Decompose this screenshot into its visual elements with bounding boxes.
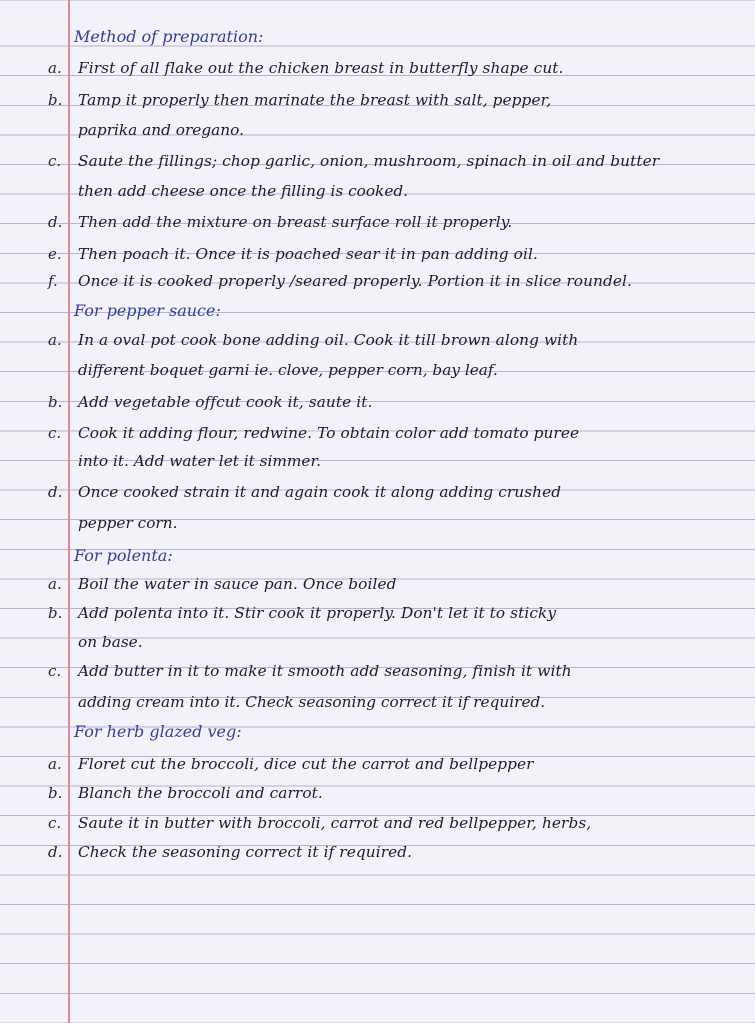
section-heading: For pepper sauce: — [74, 301, 221, 320]
step-label: d. — [48, 483, 63, 501]
step-label: b. — [48, 604, 63, 622]
step-label: b. — [48, 393, 63, 411]
step-text: Add butter in it to make it smooth add seasoning, finish it with — [78, 662, 572, 680]
step-line — [0, 751, 755, 777]
step-line — [0, 420, 755, 446]
step-text: Then poach it. Once it is poached sear it in pan adding oil. — [78, 245, 538, 263]
step-label: c. — [48, 152, 62, 170]
step-line — [0, 268, 755, 294]
step-text: Then add the mixture on breast surface roll it properly. — [78, 213, 513, 231]
step-label: a. — [48, 755, 62, 773]
step-label: b. — [48, 784, 63, 802]
step-text: Once cooked strain it and again cook it along adding crushed — [78, 483, 562, 501]
step-line — [0, 327, 755, 353]
step-text: on base. — [78, 633, 143, 651]
step-text: then add cheese once the filling is cooked. — [78, 182, 409, 200]
section-heading: For herb glazed veg: — [74, 722, 242, 741]
step-line — [0, 87, 755, 113]
step-text: Boil the water in sauce pan. Once boiled — [78, 575, 397, 593]
step-label: d. — [48, 843, 63, 861]
step-label: a. — [48, 59, 62, 77]
step-line — [0, 600, 755, 626]
step-line — [0, 689, 755, 715]
step-line — [0, 117, 755, 143]
step-line — [0, 178, 755, 204]
step-text: Tamp it properly then marinate the breast with salt, pepper, — [78, 91, 552, 109]
section-heading-row — [0, 719, 755, 745]
step-line — [0, 839, 755, 865]
step-text: Saute the fillings; chop garlic, onion, mushroom, spinach in oil and butter — [78, 152, 660, 170]
step-line — [0, 479, 755, 505]
step-line — [0, 241, 755, 267]
title-row — [0, 24, 755, 50]
section-heading: For polenta: — [74, 546, 173, 565]
page-title: Method of preparation: — [74, 27, 264, 46]
step-line — [0, 148, 755, 174]
step-label: c. — [48, 424, 62, 442]
step-text: First of all flake out the chicken breast in butterfly shape cut. — [78, 59, 564, 77]
step-text: Once it is cooked properly /seared properly. Portion it in slice roundel. — [78, 272, 633, 290]
step-label: d. — [48, 213, 63, 231]
step-text: Cook it adding flour, redwine. To obtain color add tomato puree — [78, 424, 580, 442]
step-label: f. — [48, 272, 58, 290]
step-text: Floret cut the broccoli, dice cut the carrot and bellpepper — [78, 755, 534, 773]
step-text: adding cream into it. Check seasoning correct it if required. — [78, 693, 546, 711]
step-line — [0, 389, 755, 415]
step-label: c. — [48, 814, 62, 832]
step-text: Saute it in butter with broccoli, carrot and red bellpepper, herbs, — [78, 814, 592, 832]
step-label: b. — [48, 91, 63, 109]
step-line — [0, 510, 755, 536]
step-text: into it. Add water let it simmer. — [78, 452, 321, 470]
step-label: c. — [48, 662, 62, 680]
step-line — [0, 55, 755, 81]
step-line — [0, 780, 755, 806]
step-text: Add polenta into it. Stir cook it properly. Don't let it to sticky — [78, 604, 557, 622]
step-text: In a oval pot cook bone adding oil. Cook it till brown along with — [78, 331, 579, 349]
section-heading-row — [0, 543, 755, 569]
step-line — [0, 810, 755, 836]
step-label: e. — [48, 245, 62, 263]
step-text: paprika and oregano. — [78, 121, 244, 139]
step-text: Check the seasoning correct it if required. — [78, 843, 413, 861]
step-text: Add vegetable offcut cook it, saute it. — [78, 393, 373, 411]
step-line — [0, 629, 755, 655]
step-line — [0, 658, 755, 684]
step-text: different boquet garni ie. clove, pepper corn, bay leaf. — [78, 361, 498, 379]
section-heading-row — [0, 298, 755, 324]
step-line — [0, 571, 755, 597]
step-label: a. — [48, 331, 62, 349]
step-line — [0, 357, 755, 383]
step-text: Blanch the broccoli and carrot. — [78, 784, 323, 802]
step-line — [0, 209, 755, 235]
step-text: pepper corn. — [78, 514, 178, 532]
step-line — [0, 448, 755, 474]
step-label: a. — [48, 575, 62, 593]
